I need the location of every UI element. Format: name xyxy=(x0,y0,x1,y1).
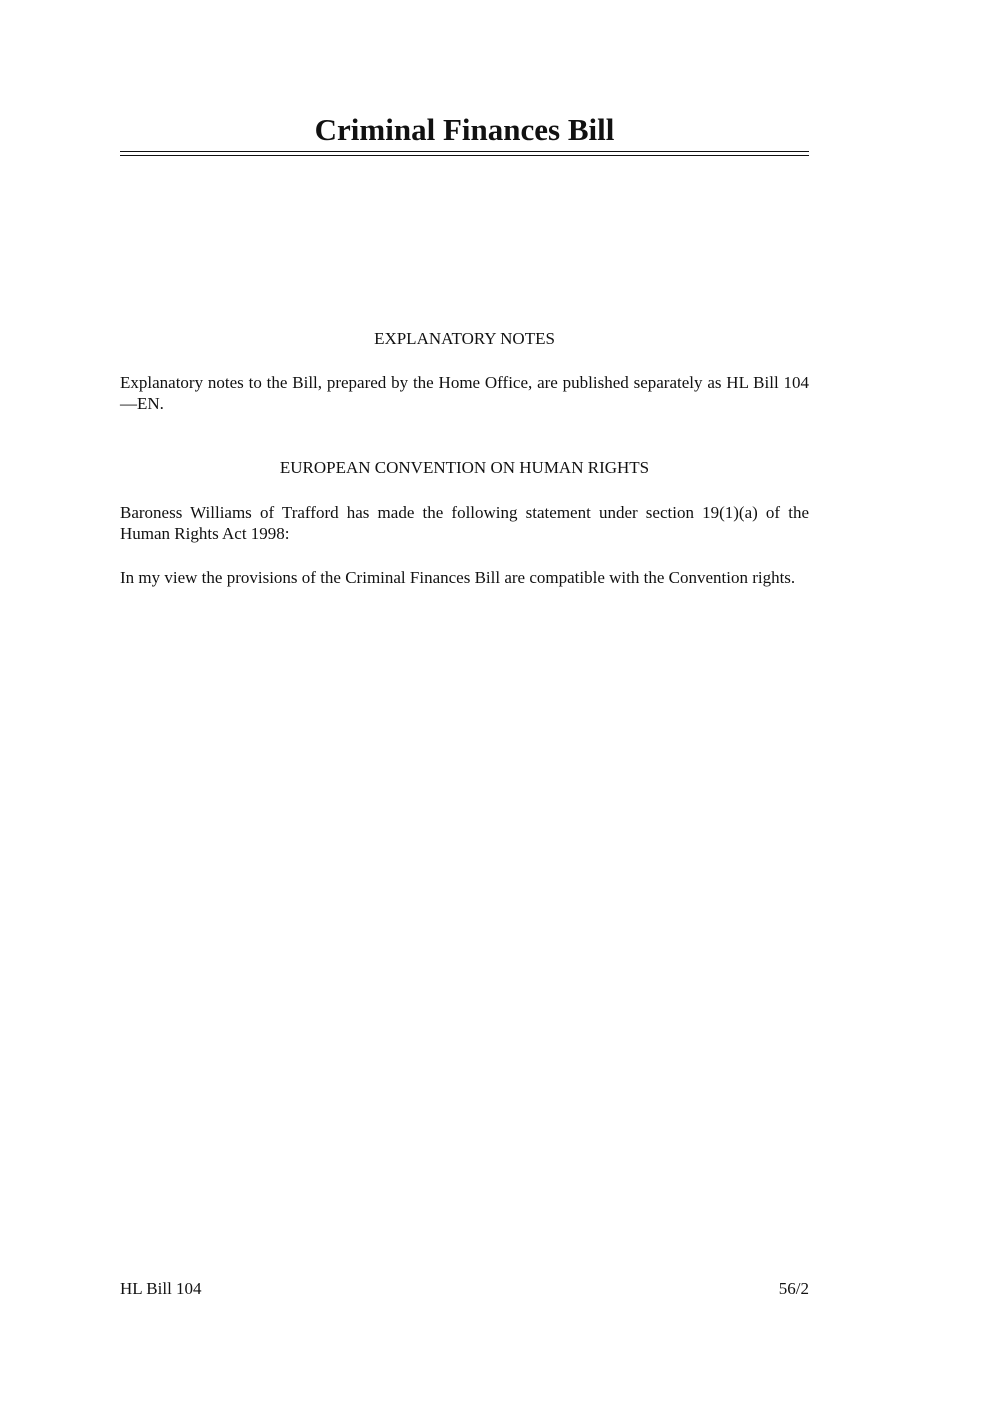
explanatory-notes-heading: EXPLANATORY NOTES xyxy=(374,329,555,348)
explanatory-notes-paragraph: Explanatory notes to the Bill, prepared by the Home Office, are published separately as HL Bill 104—EN. xyxy=(120,373,809,413)
footer-print-code: 56/2 xyxy=(778,1279,809,1298)
echr-heading: EUROPEAN CONVENTION ON HUMAN RIGHTS xyxy=(279,458,650,477)
page-title: Criminal Finances Bill xyxy=(314,112,615,147)
echr-compatibility-paragraph: In my view the provisions of the Criminal Finances Bill are compatible with the Convention rights. xyxy=(120,568,796,587)
footer-bill-reference: HL Bill 104 xyxy=(120,1279,202,1298)
echr-statement-paragraph: Baroness Williams of Trafford has made the following statement under section 19(1)(a) of the Human Rights Act 1998: xyxy=(120,503,809,543)
title-rule-top xyxy=(120,151,809,152)
title-rule-bottom xyxy=(120,155,809,156)
